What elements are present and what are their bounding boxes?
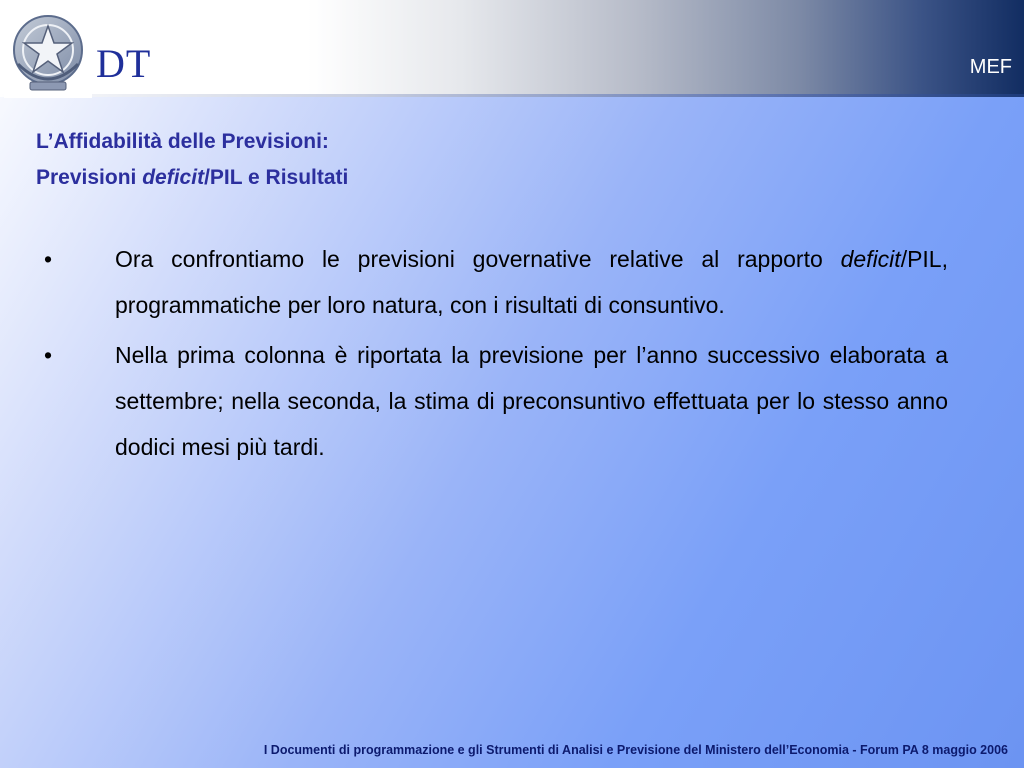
bullet-marker: • xyxy=(44,342,53,368)
bullet-1-text-part2: /PIL, programmatiche per loro natura, con i risultati di consuntivo. xyxy=(115,246,948,318)
title-line-2-suffix: /PIL e Risultati xyxy=(204,166,349,189)
title-line-2-italic: deficit xyxy=(142,166,205,189)
header-divider xyxy=(0,94,1024,97)
slide-title xyxy=(36,124,348,196)
bullet-1-text-part1: Ora confrontiamo le previsioni governative relative al rapporto xyxy=(115,246,841,272)
bullet-marker: • xyxy=(44,246,53,272)
italian-republic-emblem-icon xyxy=(4,6,92,98)
emblem-graphic xyxy=(4,6,92,98)
dt-logo: DT xyxy=(96,41,152,86)
mef-label: MEF xyxy=(969,56,1012,78)
header-banner xyxy=(0,0,1024,94)
title-line-1: L’Affidabilità delle Previsioni: xyxy=(36,130,329,153)
bullet-list xyxy=(40,236,948,474)
title-line-2-prefix: Previsioni xyxy=(36,166,143,189)
bullet-1-italic: deficit xyxy=(840,246,901,272)
bullet-item-2 xyxy=(40,332,948,470)
footer-caption: I Documenti di programmazione e gli Strumenti di Analisi e Previsione del Ministero dell’Economia - Forum PA 8 maggio 2006 xyxy=(263,743,1008,757)
bullet-item-1 xyxy=(40,236,948,328)
bullet-2-text: Nella prima colonna è riportata la previsione per l’anno successivo elaborata a settembre; nella seconda, la stima di preconsuntivo effettuata per lo stesso anno dodici mesi più tardi. xyxy=(115,342,948,460)
title-line-2 xyxy=(36,160,348,196)
